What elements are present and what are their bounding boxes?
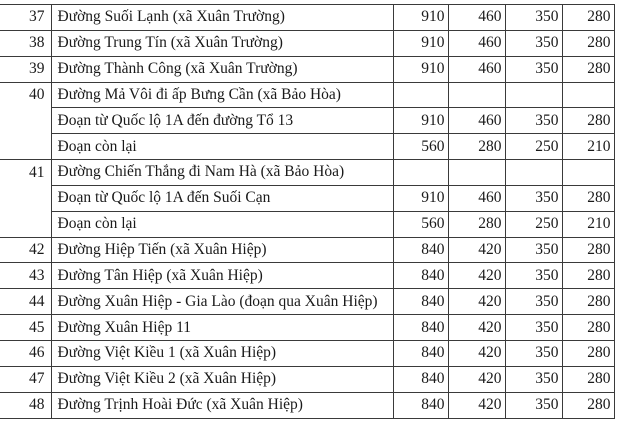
price-position-1	[393, 82, 448, 108]
street-name: Đoạn từ Quốc lộ 1A đến Suối Cạn	[51, 185, 393, 211]
price-position-4: 280	[562, 340, 614, 366]
row-number	[0, 185, 51, 211]
street-name: Đường Xuân Hiệp - Gia Lào (đoạn qua Xuân Hiệp)	[51, 289, 393, 315]
price-position-2: 460	[448, 5, 505, 31]
price-position-1: 840	[393, 392, 448, 418]
price-position-1: 560	[393, 134, 448, 160]
row-number: 46	[0, 340, 51, 366]
price-position-2: 420	[448, 315, 505, 341]
table-row	[0, 211, 614, 237]
table-row	[0, 340, 614, 366]
price-position-3: 350	[505, 366, 562, 392]
street-name: Đoạn còn lại	[51, 211, 393, 237]
table-row	[0, 56, 614, 82]
street-name: Đường Thành Công (xã Xuân Trường)	[51, 56, 393, 82]
table-row	[0, 237, 614, 263]
table-row	[0, 263, 614, 289]
price-position-4: 280	[562, 366, 614, 392]
price-position-2: 420	[448, 289, 505, 315]
price-position-1	[393, 160, 448, 186]
price-position-3: 250	[505, 134, 562, 160]
price-position-2: 460	[448, 30, 505, 56]
price-position-4: 210	[562, 134, 614, 160]
price-position-3: 350	[505, 56, 562, 82]
row-number: 48	[0, 392, 51, 418]
price-position-1: 840	[393, 340, 448, 366]
price-position-1: 910	[393, 108, 448, 134]
price-position-3	[505, 160, 562, 186]
price-position-3: 350	[505, 108, 562, 134]
street-name: Đường Xuân Hiệp 11	[51, 315, 393, 341]
price-position-4: 280	[562, 5, 614, 31]
price-position-1: 560	[393, 211, 448, 237]
row-number	[0, 108, 51, 134]
table-row	[0, 134, 614, 160]
price-position-2: 280	[448, 134, 505, 160]
street-name: Đường Trung Tín (xã Xuân Trường)	[51, 30, 393, 56]
street-name: Đường Chiến Thắng đi Nam Hà (xã Bảo Hòa)	[51, 160, 393, 186]
price-position-1: 910	[393, 56, 448, 82]
table-row	[0, 315, 614, 341]
land-price-table	[0, 4, 615, 419]
price-position-2	[448, 160, 505, 186]
price-position-1: 910	[393, 30, 448, 56]
price-position-4: 280	[562, 30, 614, 56]
price-position-1: 910	[393, 185, 448, 211]
row-number: 42	[0, 237, 51, 263]
row-number: 38	[0, 30, 51, 56]
row-number: 44	[0, 289, 51, 315]
street-name: Đoạn từ Quốc lộ 1A đến đường Tổ 13	[51, 108, 393, 134]
table-row	[0, 5, 614, 31]
price-position-2: 460	[448, 108, 505, 134]
row-number	[0, 211, 51, 237]
price-position-2: 420	[448, 392, 505, 418]
price-position-3: 350	[505, 5, 562, 31]
price-position-3: 350	[505, 30, 562, 56]
price-position-2	[448, 82, 505, 108]
table-row	[0, 392, 614, 418]
price-position-3: 250	[505, 211, 562, 237]
price-position-3: 350	[505, 340, 562, 366]
price-position-3: 350	[505, 263, 562, 289]
price-position-1: 840	[393, 263, 448, 289]
price-position-2: 280	[448, 211, 505, 237]
row-number: 45	[0, 315, 51, 341]
price-position-2: 420	[448, 263, 505, 289]
row-number	[0, 134, 51, 160]
table-body	[0, 5, 614, 419]
price-position-3: 350	[505, 289, 562, 315]
price-position-4: 280	[562, 263, 614, 289]
street-name: Đường Trịnh Hoài Đức (xã Xuân Hiệp)	[51, 392, 393, 418]
price-position-2: 420	[448, 340, 505, 366]
price-position-1: 840	[393, 237, 448, 263]
table-row	[0, 108, 614, 134]
price-position-4	[562, 160, 614, 186]
price-position-4	[562, 82, 614, 108]
street-name: Đường Việt Kiều 1 (xã Xuân Hiệp)	[51, 340, 393, 366]
row-number: 43	[0, 263, 51, 289]
table-row	[0, 160, 614, 186]
row-number: 40	[0, 82, 51, 108]
table-row	[0, 289, 614, 315]
price-position-3: 350	[505, 237, 562, 263]
price-position-4: 210	[562, 211, 614, 237]
price-position-4: 280	[562, 392, 614, 418]
street-name: Đường Suối Lạnh (xã Xuân Trường)	[51, 5, 393, 31]
street-name: Đường Tân Hiệp (xã Xuân Hiệp)	[51, 263, 393, 289]
row-number: 47	[0, 366, 51, 392]
price-position-2: 460	[448, 185, 505, 211]
price-position-3	[505, 82, 562, 108]
price-position-1: 910	[393, 5, 448, 31]
price-position-2: 420	[448, 237, 505, 263]
table-row	[0, 82, 614, 108]
row-number: 37	[0, 5, 51, 31]
street-name: Đường Hiệp Tiến (xã Xuân Hiệp)	[51, 237, 393, 263]
price-position-3: 350	[505, 315, 562, 341]
table-row	[0, 366, 614, 392]
price-position-3: 350	[505, 185, 562, 211]
row-number: 39	[0, 56, 51, 82]
price-position-3: 350	[505, 392, 562, 418]
street-name: Đường Mả Vôi đi ấp Bưng Cần (xã Bảo Hòa)	[51, 82, 393, 108]
price-position-2: 420	[448, 366, 505, 392]
price-position-1: 840	[393, 366, 448, 392]
price-position-2: 460	[448, 56, 505, 82]
table-row	[0, 185, 614, 211]
price-position-4: 280	[562, 56, 614, 82]
price-position-1: 840	[393, 315, 448, 341]
row-number: 41	[0, 160, 51, 186]
price-position-1: 840	[393, 289, 448, 315]
price-position-4: 280	[562, 108, 614, 134]
price-position-4: 280	[562, 315, 614, 341]
price-position-4: 280	[562, 289, 614, 315]
price-position-4: 280	[562, 237, 614, 263]
table-row	[0, 30, 614, 56]
price-position-4: 280	[562, 185, 614, 211]
street-name: Đường Việt Kiều 2 (xã Xuân Hiệp)	[51, 366, 393, 392]
street-name: Đoạn còn lại	[51, 134, 393, 160]
